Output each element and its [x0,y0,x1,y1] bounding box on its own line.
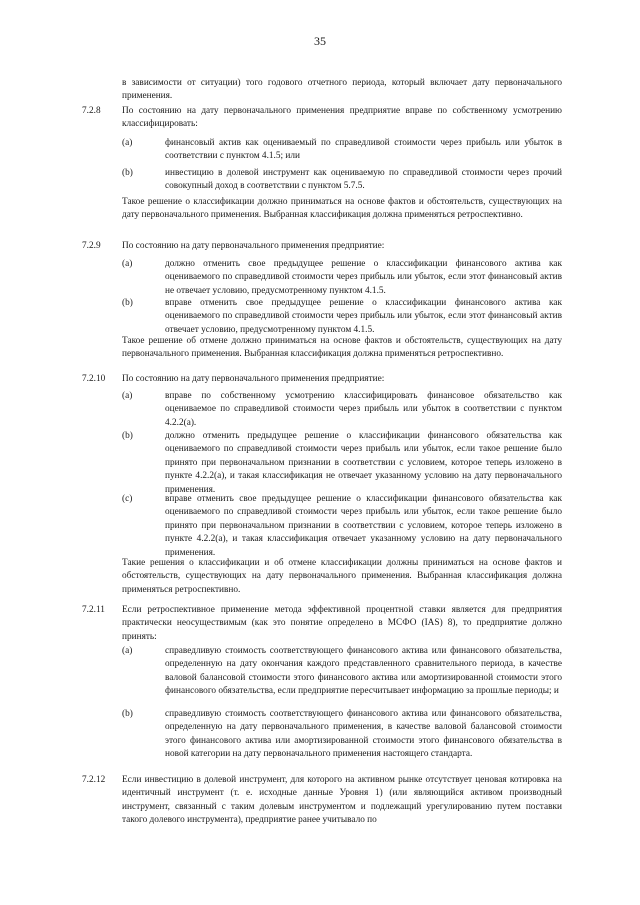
section-7-2-9-item-a: должно отменить свое предыдущее решение о классификации финансового актива как оцениваемого по справедливой стоимости через прибыль или убыток, если этот финансовый актив не отвечает условию, предусмотренному пунктом 4.1.5. [165,259,562,296]
section-7-2-8-item-a: финансовый актив как оцениваемый по справедливой стоимости через прибыль или убыток в соответствии с пунктом 4.1.5; или [165,138,562,162]
section-7-2-11-lead: Если ретроспективное применение метода эффективной процентной ставки является для предприятия практически неосуществимым (как это понятие определено в МСФО (IAS) 8), то предприятие должно принять: [122,605,562,642]
page-number: 35 [314,34,326,48]
section-7-2-10-lead: По состоянию на дату первоначального применения предприятие: [122,374,385,384]
item-label-a: (a) [122,646,133,656]
section-7-2-8-lead: По состоянию на дату первоначального применения предприятие вправе по собственному усмотрению классифицировать: [122,106,562,130]
section-7-2-8-item-b: инвестицию в долевой инструмент как оцениваемую по справедливой стоимости через прочий совокупный доход в соответствии с пунктом 5.7.5. [165,168,562,192]
section-7-2-11-item-b: справедливую стоимость соответствующего финансового актива или финансового обязательства, определенную на дату первоначального применения, в качестве валовой балансовой стоимости этого финансового актива или амортизированной стоимости этого финансового обязательства в новой категории на дату первоначального применения настоящего стандарта. [165,709,562,760]
item-label-b: (b) [122,298,133,308]
item-label-c: (c) [122,494,133,504]
section-number-7-2-8: 7.2.8 [82,106,101,116]
section-7-2-8-closing: Такое решение о классификации должно приниматься на основе фактов и обстоятельств, существующих на дату первоначального применения. Выбранная классификация должна применяться ретроспективно. [122,197,562,221]
section-7-2-10-item-b: должно отменить предыдущее решение о классификации финансового обязательства как оцениваемого по справедливой стоимости через прибыль или убыток, если такое решение было принято при первоначальном признании в соответствии с условием, которое теперь изложено в пункте 4.2.2(a), и такая классификация не отвечает указанному условию на дату первоначального применения. [165,431,562,495]
section-7-2-9-item-b: вправе отменить свое предыдущее решение о классификации финансового актива как оцениваемого по справедливой стоимости через прибыль или убыток, если этот финансовый актив отвечает условию, предусмотренному пунктом 4.1.5. [165,298,562,335]
item-label-a: (a) [122,138,133,148]
item-label-b: (b) [122,168,133,178]
item-label-b: (b) [122,431,133,441]
section-number-7-2-10: 7.2.10 [82,374,106,384]
intro-paragraph: в зависимости от ситуации) того годового отчетного периода, который включает дату первоначального применения. [122,78,562,102]
section-7-2-9-closing: Такое решение об отмене должно приниматься на основе фактов и обстоятельств, существующих на дату первоначального применения. Выбранная классификация должна применяться ретроспективно. [122,336,562,360]
section-number-7-2-12: 7.2.12 [82,775,106,785]
section-7-2-10-item-c: вправе отменить свое предыдущее решение о классификации финансового обязательства как оцениваемого по справедливой стоимости через прибыль или убыток, если такое решение было принято при первоначальном признании в соответствии с условием, которое теперь изложено в пункте 4.2.2(a), и такая классификация отвечает указанному условию на дату первоначального применения. [165,494,562,558]
section-7-2-11-item-a: справедливую стоимость соответствующего финансового актива или финансового обязательства, определенную на дату окончания каждого представленного сравнительного периода, в качестве валовой балансовой стоимости этого финансового актива или амортизированной стоимости этого финансового обязательства, если предприятие пересчитывает информацию за прошлые периоды; и [165,646,562,697]
section-7-2-12-lead: Если инвестицию в долевой инструмент, для которого на активном рынке отсутствует ценовая котировка на идентичный инструмент (т. е. исходные данные Уровня 1) (или являющийся активом производный инструмент, связанный с таким долевым инструментом и подлежащий урегулированию путем поставки такого долевого инструмента), предприятие ранее учитывало по [122,775,562,826]
section-7-2-10-item-a: вправе по собственному усмотрению классифицировать финансовое обязательство как оцениваемое по справедливой стоимости через прибыль или убыток в соответствии с пунктом 4.2.2(a). [165,391,562,428]
section-number-7-2-11: 7.2.11 [82,605,105,615]
item-label-a: (a) [122,391,133,401]
item-label-b: (b) [122,709,133,719]
section-7-2-9-lead: По состоянию на дату первоначального применения предприятие: [122,241,385,251]
item-label-a: (a) [122,259,133,269]
section-7-2-10-closing: Такие решения о классификации и об отмене классификации должны приниматься на основе фактов и обстоятельств, существующих на дату первоначального применения. Выбранная классификация должна применяться ретроспективно. [122,558,562,595]
section-number-7-2-9: 7.2.9 [82,241,101,251]
